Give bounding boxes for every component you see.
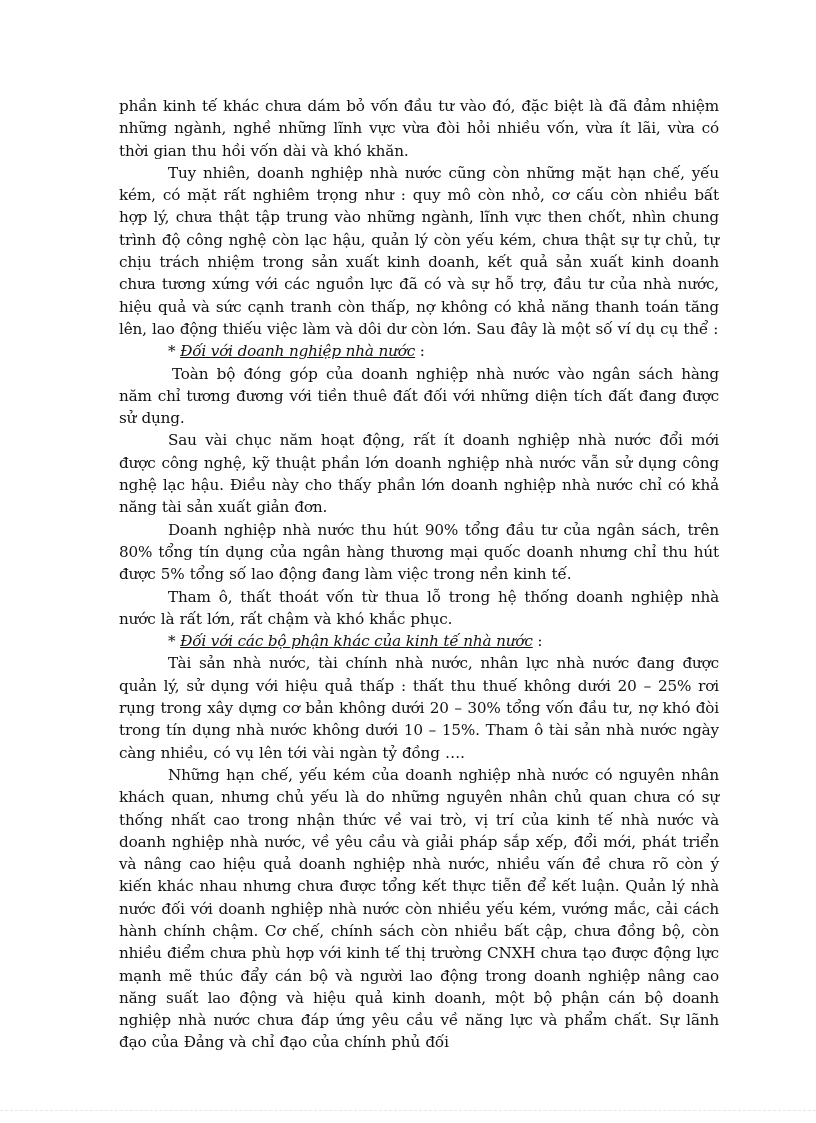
heading-title: Đối với doanh nghiệp nhà nước (180, 342, 416, 361)
paragraph-embezzlement: Tham ô, thất thoát vốn từ thua lỗ trong hệ thống doanh nghiệp nhà nước là rất lớn, rất chậm và khó khắc phục. (119, 587, 719, 628)
paragraph-causes: Những hạn chế, yếu kém của doanh nghiệp nhà nước có nguyên nhân khách quan, nhưng chủ yếu là do những nguyên nhân chủ quan chưa có sự thống nhất cao trong nhận thức về vai trò, vị trí của kinh tế nhà nước và doanh nghiệp nhà nước, về yêu cầu và giải pháp sắp xếp, đổi mới, phát triển và nâng cao hiệu quả doanh nghiệp nhà nước, nhiều vấn đề chưa rõ còn ý kiến khác nhau nhưng chưa được tổng kết thực tiễn để kết luận. Quản lý nhà nước đối với doanh nghiệp nhà nước còn nhiều yếu kém, vướng mắc, cải cách hành chính chậm. Cơ chế, chính sách còn nhiều bất cập, chưa đồng bộ, còn nhiều điểm chưa phù hợp với kinh tế thị trường CNXH chưa tạo được động lực mạnh mẽ thúc đẩy cán bộ và người lao động trong doanh nghiệp nâng cao năng suất lao động và hiệu quả kinh doanh, một bộ phận cán bộ doanh nghiệp nhà nước chưa đáp ứng yêu cầu về năng lực và phẩm chất. Sự lãnh đạo của Đảng và chỉ đạo của chính phủ đối (119, 765, 719, 1052)
heading-bullet: * (168, 342, 181, 361)
paragraph-state-assets: Tài sản nhà nước, tài chính nhà nước, nhân lực nhà nước đang được quản lý, sử dụng với hiệu quả thấp : thất thu thuế không dưới 20 – 25% rơi rụng trong xây dựng cơ bản không dưới 20 – 30% tổng vốn đầu tư, nợ khó đòi trong tín dụng nhà nước không dưới 10 – 15%. Tham ô tài sản nhà nước ngày càng nhiều, có vụ lên tới vài ngàn tỷ đồng …. (119, 654, 719, 762)
section-heading-state-enterprises (119, 340, 719, 362)
heading-suffix: : (415, 342, 425, 361)
heading-title: Đối với các bộ phận khác của kinh tế nhà nước (180, 632, 533, 651)
document-page (119, 95, 719, 1054)
paragraph-limitations: Tuy nhiên, doanh nghiệp nhà nước cũng còn những mặt hạn chế, yếu kém, có mặt rất nghiêm trọng như : quy mô còn nhỏ, cơ cấu còn nhiều bất hợp lý, chưa thật tập trung vào những ngành, lĩnh vực then chốt, nhìn chung trình độ công nghệ còn lạc hậu, quản lý còn yếu kém, chưa thật sự tự chủ, tự chịu trách nhiệm trong sản xuất kinh doanh, kết quả sản xuất kinh doanh chưa tương xứng với các nguồn lực đã có và sự hỗ trợ, đầu tư của nhà nước, hiệu quả và sức cạnh tranh còn thấp, nợ không có khả năng thanh toán tăng lên, lao động thiếu việc làm và dôi dư còn lớn. Sau đây là một số ví dụ cụ thể : (119, 163, 719, 338)
paragraph-investment-share: Doanh nghiệp nhà nước thu hút 90% tổng đầu tư của ngân sách, trên 80% tổng tín dụng của ngân hàng thương mại quốc doanh nhưng chỉ thu hút được 5% tổng số lao động đang làm việc trong nền kinh tế. (119, 520, 719, 584)
paragraph-continuation: phần kinh tế khác chưa dám bỏ vốn đầu tư vào đó, đặc biệt là đã đảm nhiệm những ngành, nghề những lĩnh vực vừa đòi hỏi nhiều vốn, vừa ít lãi, vừa có thời gian thu hồi vốn dài và khó khăn. (119, 97, 719, 160)
section-heading-other-sectors (119, 630, 719, 652)
heading-suffix: : (532, 632, 543, 651)
heading-bullet: * (168, 632, 181, 651)
page-bottom-rule (0, 1110, 816, 1111)
paragraph-technology: Sau vài chục năm hoạt động, rất ít doanh nghiệp nhà nước đổi mới được công nghệ, kỹ thuật phần lớn doanh nghiệp nhà nước vẫn sử dụng công nghệ lạc hậu. Điều này cho thấy phần lớn doanh nghiệp nhà nước chỉ có khả năng tài sản xuất giản đơn. (119, 431, 719, 517)
paragraph-budget-contribution: Toàn bộ đóng góp của doanh nghiệp nhà nước vào ngân sách hàng năm chỉ tương đương với tiền thuê đất đối với những diện tích đất đang được sử dụng. (119, 364, 719, 428)
